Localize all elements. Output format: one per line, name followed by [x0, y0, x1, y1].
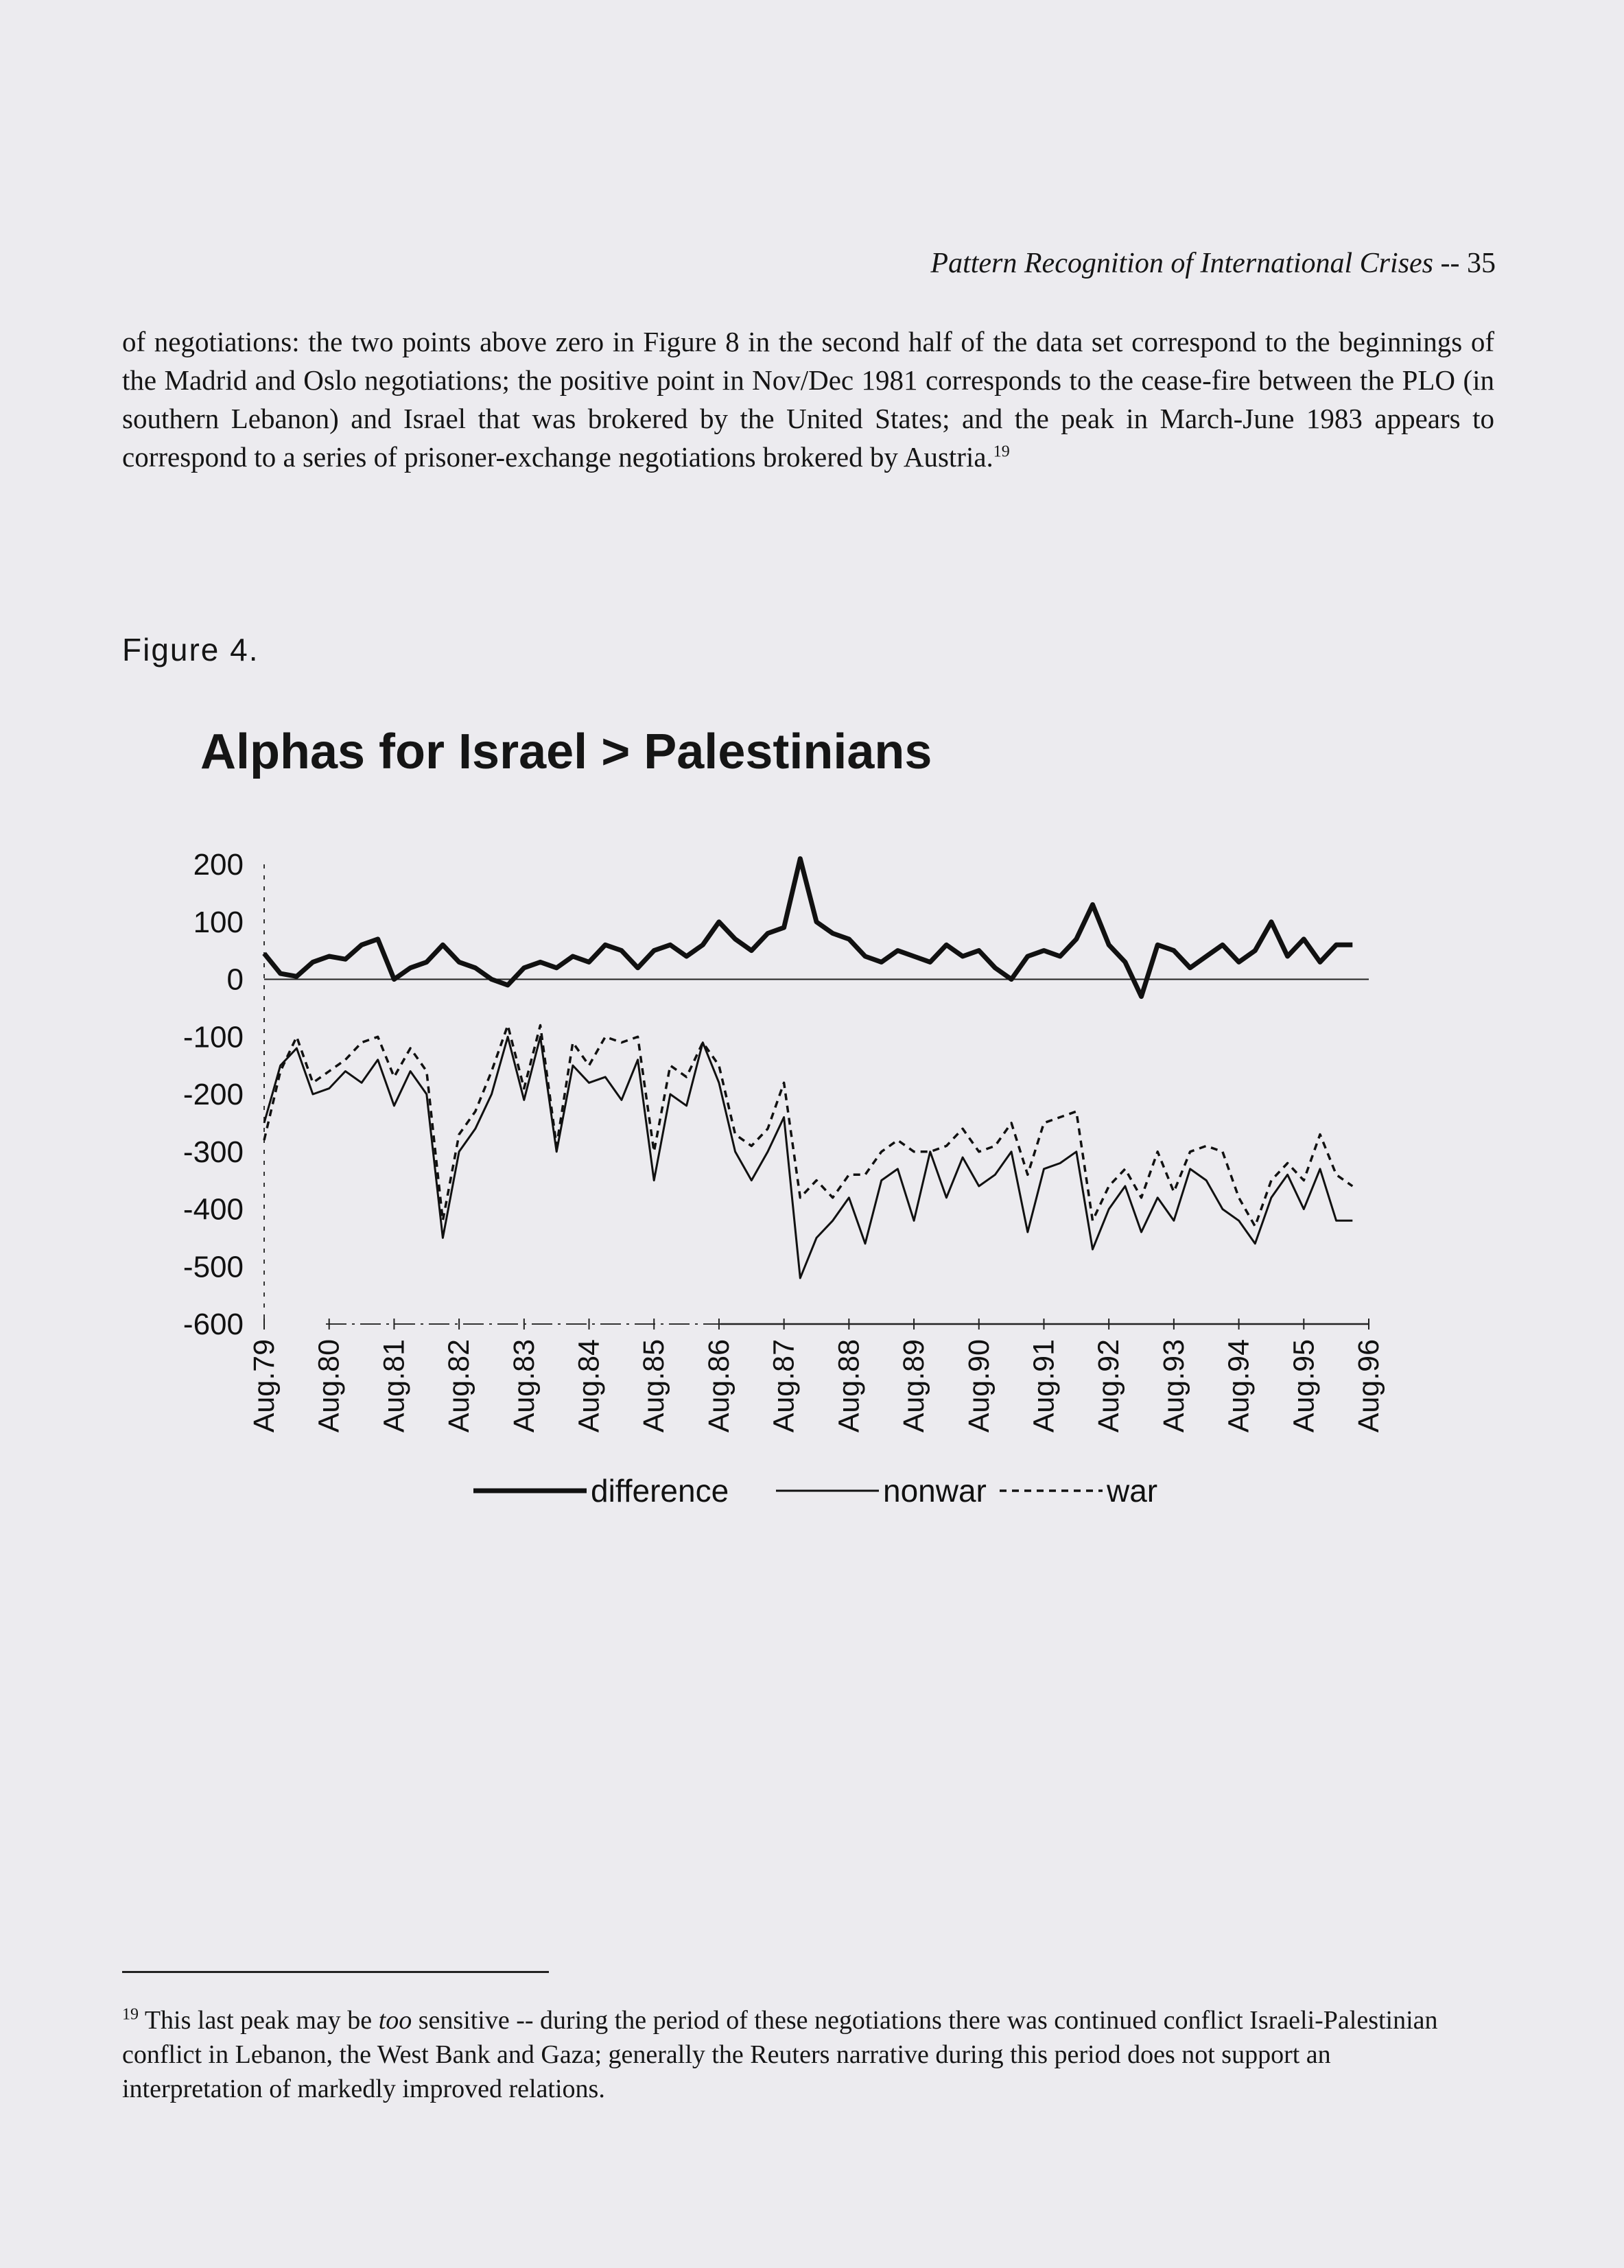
paragraph-text: of negotiations: the two points above zero in Figure 8 in the second half of the data set correspond to the beginnings of the Madrid and Oslo negotiations; the positive point in Nov/Dec 1981 corresponds to the cease-fire between the PLO (in southern Lebanon) and Israel that was brokered by the United States; and the peak in March-June 1983 appears to correspond to a series of prisoner-exchange negotiations brokered by Austria. [122, 326, 1494, 473]
y-axis [183, 848, 1369, 1341]
chart-series [264, 859, 1352, 1278]
series-line-war [264, 1026, 1352, 1227]
x-tick-label: Aug.92 [1092, 1339, 1126, 1433]
x-axis [248, 1319, 1385, 1432]
footnote-text-after: sensitive -- during the period of these negotiations there was continued conflict Israeli-Palestinian conflict in Lebanon, the West Bank and Gaza; generally the Reuters narrative during this period does not support an interpretation of markedly improved relations. [122, 2006, 1438, 2103]
legend-label-nonwar: nonwar [883, 1473, 987, 1509]
y-tick-label: -100 [183, 1020, 244, 1054]
x-tick-label: Aug.89 [897, 1339, 931, 1433]
y-tick-label: 0 [226, 962, 244, 997]
y-tick-label: -400 [183, 1192, 244, 1227]
x-tick-label: Aug.84 [572, 1339, 606, 1433]
y-tick-label: -600 [183, 1308, 244, 1341]
x-tick-label: Aug.83 [507, 1339, 541, 1433]
x-tick-label: Aug.81 [377, 1339, 411, 1433]
footnote-number: 19 [122, 2005, 139, 2024]
running-title: Pattern Recognition of International Crises -- [930, 248, 1460, 279]
y-tick-label: 200 [193, 848, 244, 882]
series-line-nonwar [264, 1037, 1352, 1278]
legend-label-difference: difference [591, 1473, 729, 1509]
x-tick-label: Aug.96 [1352, 1339, 1385, 1433]
x-tick-label: Aug.94 [1222, 1339, 1256, 1433]
y-tick-label: 100 [193, 905, 244, 939]
x-tick-label: Aug.93 [1157, 1339, 1190, 1433]
footnote [122, 2003, 1467, 2106]
y-tick-label: -300 [183, 1135, 244, 1169]
line-chart [0, 823, 1441, 1564]
x-tick-label: Aug.85 [637, 1339, 671, 1433]
running-header [851, 247, 1496, 280]
chart-legend [473, 1473, 1157, 1509]
x-tick-label: Aug.87 [767, 1339, 801, 1433]
footnote-divider [122, 1971, 549, 1973]
x-tick-label: Aug.90 [962, 1339, 996, 1433]
x-tick-label: Aug.82 [443, 1339, 476, 1433]
series-line-difference [264, 859, 1352, 997]
footnote-text-before: This last peak may be [144, 2006, 373, 2035]
footnote-emphasis: too [378, 2006, 412, 2035]
page-number: 35 [1467, 248, 1496, 279]
x-tick-label: Aug.86 [702, 1339, 735, 1433]
y-tick-label: -200 [183, 1078, 244, 1111]
chart-title: Alphas for Israel > Palestinians [200, 724, 932, 779]
y-tick-label: -500 [183, 1250, 244, 1284]
x-tick-label: Aug.80 [312, 1339, 346, 1433]
footnote-ref: 19 [993, 442, 1010, 461]
body-paragraph [122, 322, 1494, 476]
figure-label: Figure 4. [122, 632, 259, 668]
x-tick-label: Aug.79 [248, 1339, 281, 1433]
legend-label-war: war [1107, 1473, 1158, 1509]
x-tick-label: Aug.88 [832, 1339, 866, 1433]
x-tick-label: Aug.95 [1287, 1338, 1321, 1433]
x-tick-label: Aug.91 [1027, 1339, 1061, 1433]
